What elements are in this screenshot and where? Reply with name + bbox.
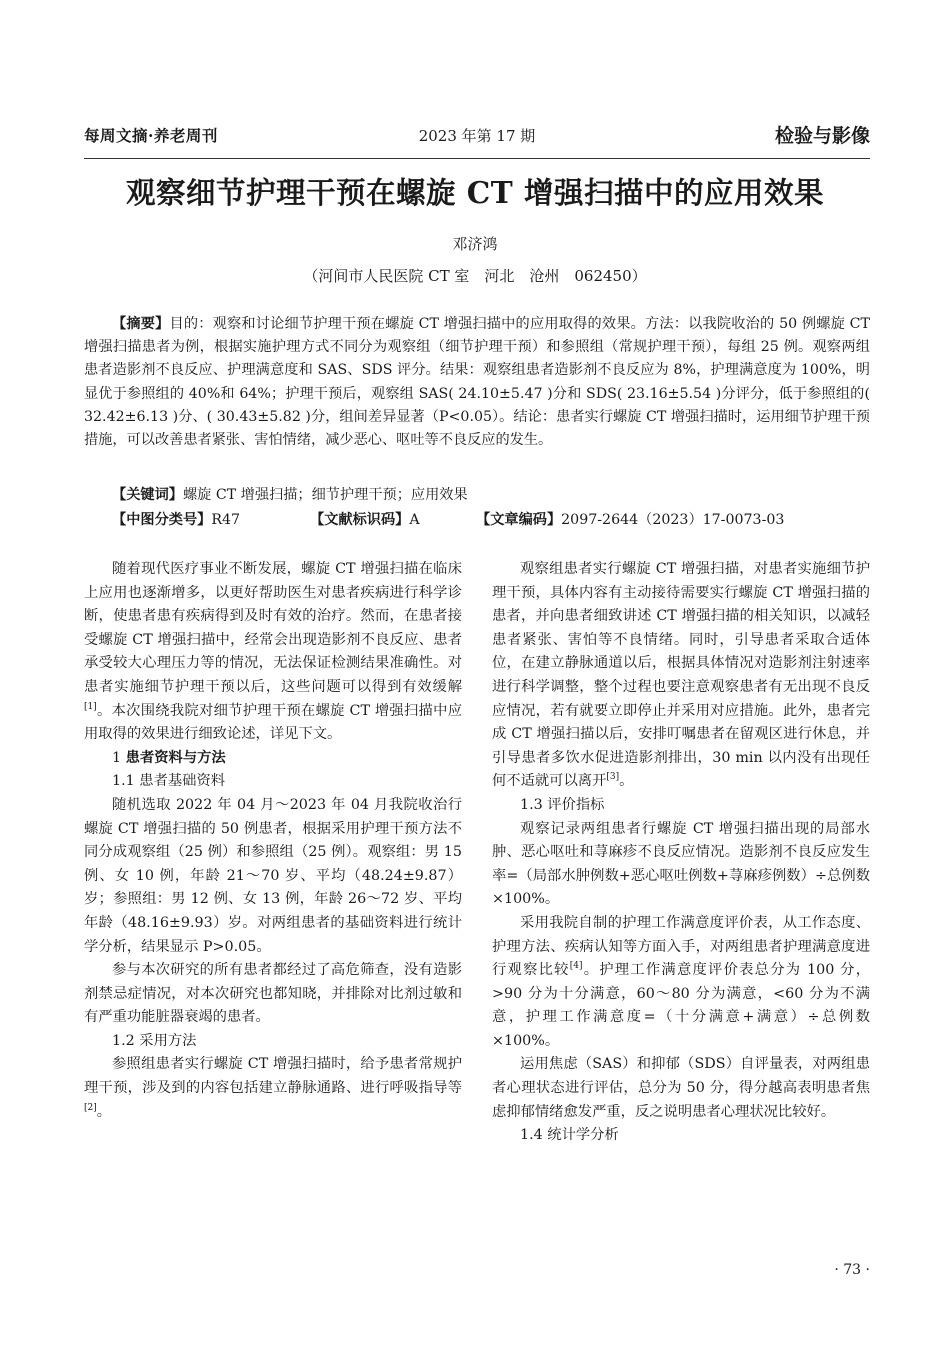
paragraph [84, 1053, 462, 1124]
page-number: · 73 · [834, 1262, 870, 1278]
subsection-heading: 1.1 患者基础资料 [112, 773, 226, 790]
abstract-text: 目的：观察和讨论细节护理干预在螺旋 CT 增强扫描中的应用取得的效果。方法：以我院收治的 50 例螺旋 CT 增强扫描患者为例，根据实施护理方式不同分为观察组（细节护理干预）和参照组（常规护理干预），每组 25 例。观察两组患者造影剂不良反应、护理满意度和 SAS、SDS 评分。结果：观察组患者造影剂不良反应为 8%，护理满意度为 100%，明显优于参照组的 40%和 64%；护理干预后，观察组 SAS( 24.10±5.47 )分和 SDS( 23.16±5.54 )分评分，低于参照组的( 32.42±6.13 )分、( 30.43±5.82 )分，组间差异显著（P<0.05）。结论：患者实行螺旋 CT 增强扫描时，运用细节护理干预措施，可以改善患者紧张、害怕情绪，减少恶心、呕吐等不良反应的发生。 [84, 316, 870, 449]
paragraph-text: 。 [96, 1103, 112, 1120]
paragraph: 运用焦虑（SAS）和抑郁（SDS）自评量表，对两组患者心理状态进行评估，总分为 50 分，得分越高表明患者焦虑抑郁情绪愈发严重，反之说明患者心理状况比较好。 [492, 1056, 870, 1120]
article-code [476, 509, 784, 532]
article-code-label: 【文章编码】 [476, 512, 562, 528]
section-name: 检验与影像 [774, 125, 870, 147]
clc-label: 【中图分类号】 [112, 512, 212, 528]
paragraph-text: 观察组患者实行螺旋 CT 增强扫描，对患者实施细节护理干预，具体内容有主动接待需要实行螺旋 CT 增强扫描的患者，并向患者细致讲述 CT 增强扫描的相关知识，以减轻患者紧张、害怕等不良情绪。同时，引导患者采取合适体位，在建立静脉通道以后，根据具体情况对造影剂注射速率进行科学调整，整个过程也要注意观察患者有无出现不良反应情况，若有就要立即停止并采用对应措施。此外，患者完成 CT 增强扫描以后，安排叮嘱患者在留观区进行休息，并引导患者多饮水促进造影剂排出，30 min 以内没有出现任何不适就可以离开 [492, 561, 870, 790]
issue-number: 2023 年第 17 期 [418, 127, 536, 145]
paragraph-text: 参照组患者实行螺旋 CT 增强扫描时，给予患者常规护理干预，涉及到的内容包括建立静脉通路、进行呼吸指导等 [84, 1056, 462, 1097]
clc-code [112, 509, 240, 532]
section-heading [84, 747, 462, 771]
abstract [84, 313, 870, 452]
running-header [84, 118, 870, 159]
subsection-heading: 1.4 统计学分析 [520, 1127, 619, 1144]
paragraph [84, 558, 462, 747]
body-column-right [492, 558, 870, 1148]
citation: [4] [569, 961, 583, 972]
clc-value: R47 [211, 512, 241, 528]
body-column-left [84, 558, 462, 1124]
keywords-label: 【关键词】 [112, 487, 183, 503]
keywords-text: 螺旋 CT 增强扫描；细节护理干预；应用效果 [182, 487, 468, 503]
paragraph-text: 。护理工作满意度评价表总分为 100 分，>90 分为十分满意，60～80 分为满意，<60 分为不满意，护理工作满意度=（十分满意+满意）÷总例数×100%。 [492, 962, 870, 1049]
section-number: 1 [112, 749, 122, 766]
journal-name: 每周文摘·养老周刊 [84, 126, 218, 145]
paragraph [492, 558, 870, 794]
author-name: 邓济鸿 [452, 235, 498, 253]
article-code-value: 2097-2644（2023）17-0073-03 [561, 512, 785, 528]
paragraph-text: 随着现代医疗事业不断发展，螺旋 CT 增强扫描在临床上应用也逐渐增多，以更好帮助医生对患者疾病进行科学诊断，使患者患有疾病得到及时有效的治疗。然而，在患者接受螺旋 CT 增强扫描中，经常会出现造影剂不良反应、患者承受较大心理压力等的情况，无法保证检测结果准确性。对患者实施细节护理干预以后，这些问题可以得到有效缓解 [84, 561, 462, 695]
author-affiliation: （河间市人民医院 CT 室 河北 沧州 062450） [303, 267, 647, 285]
paragraph-text: 。 [619, 773, 634, 790]
doc-code [310, 509, 420, 532]
subsection-heading: 1.2 采用方法 [112, 1032, 197, 1049]
paragraph-text: 采用我院自制的护理工作满意度评价表，从工作态度、护理方法、疾病认知等方面入手，对两组患者护理满意度进行观察比较 [492, 914, 870, 979]
paragraph [492, 912, 870, 1054]
paragraph-text: 。本次围绕我院对细节护理干预在螺旋 CT 增强扫描中应用取得的效果进行细致论述，详见下文。 [84, 702, 462, 743]
keywords [84, 484, 870, 507]
citation: [1] [84, 701, 97, 712]
abstract-label: 【摘要】 [112, 316, 170, 332]
citation: [3] [606, 772, 620, 783]
paragraph: 观察记录两组患者行螺旋 CT 增强扫描出现的局部水肿、恶心呕吐和荨麻疹不良反应情况。造影剂不良反应发生率=（局部水肿例数+恶心呕吐例数+荨麻疹例数）÷总例数×100%。 [492, 820, 870, 908]
doc-label: 【文献标识码】 [310, 512, 410, 528]
subsection-heading: 1.3 评价指标 [520, 796, 605, 813]
doc-value: A [409, 512, 420, 528]
article-title: 观察细节护理干预在螺旋 CT 增强扫描中的应用效果 [126, 175, 824, 210]
section-title: 患者资料与方法 [125, 749, 226, 766]
paragraph: 参与本次研究的所有患者都经过了高危筛查，没有造影剂禁忌症情况，对本次研究也都知晓，并排除对比剂过敏和有严重功能脏器衰竭的患者。 [84, 962, 462, 1026]
citation: [2] [84, 1102, 97, 1113]
paragraph: 随机选取 2022 年 04 月～2023 年 04 月我院收治行螺旋 CT 增强扫描的 50 例患者，根据采用护理干预方法不同分成观察组（25 例）和参照组（25 例）。观察组：男 15 例、女 10 例，年龄 21～70 岁、平均（48.24±9.87）岁；参照组：男 12 例、女 13 例，年龄 26～72 岁、平均年龄（48.16±9.93）岁。对两组患者的基础资料进行统计学分析，结果显示 P>0.05。 [84, 796, 462, 955]
